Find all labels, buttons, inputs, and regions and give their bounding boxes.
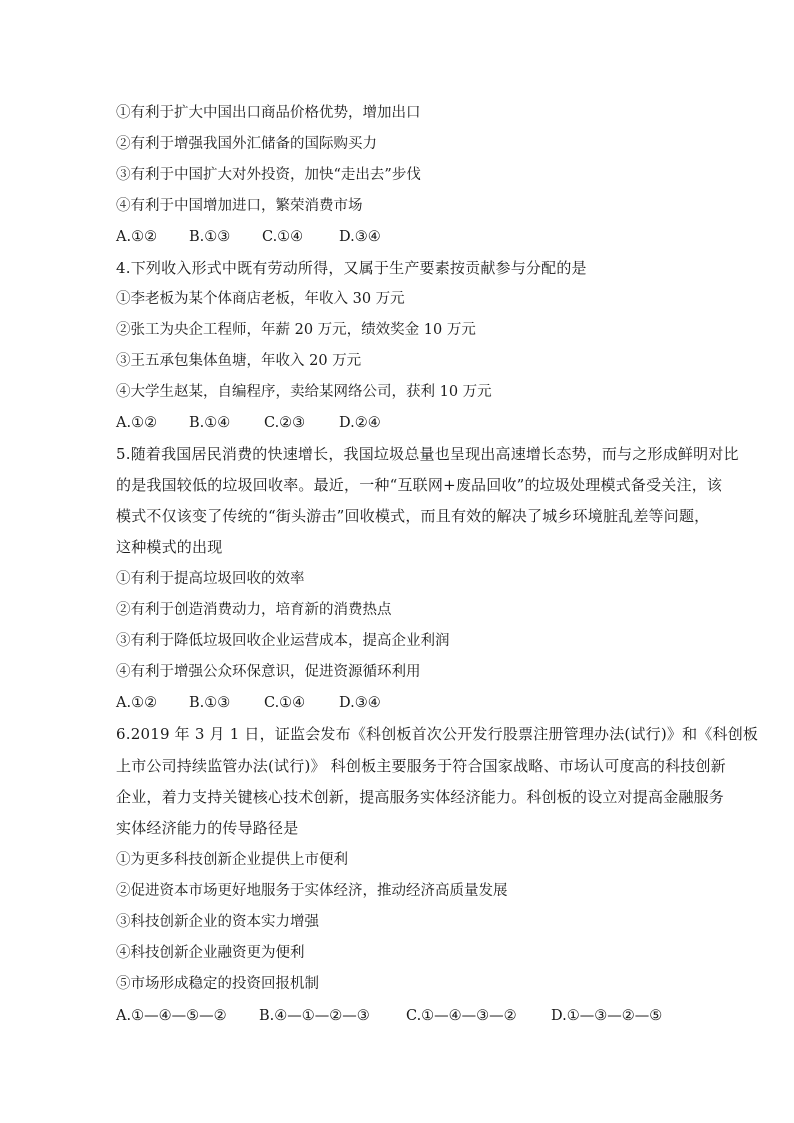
q6-statement-5: ⑤市场形成稳定的投资回报机制 [116,976,319,992]
q3-statement-2: ②有利于增强我国外汇储备的国际购买力 [116,136,377,152]
q3-options [116,227,381,247]
q6-options [116,1006,662,1026]
q4-stem: 4.下列收入形式中既有劳动所得，又属于生产要素按贡献参与分配的是 [116,259,587,277]
q5-stem-line-1: 5.随着我国居民消费的快速增长，我国垃圾总量也呈现出高速增长态势，而与之形成鲜明对比 [116,445,739,463]
q3-option-d[interactable]: D.③④ [339,229,381,245]
q6-statement-4: ④科技创新企业融资更为便利 [116,945,305,961]
q3-option-c[interactable]: C.①④ [262,229,304,245]
q5-stem-line-2: 的是我国较低的垃圾回收率。最近，一种“互联网+废品回收”的垃圾处理模式备受关注，该 [116,476,723,494]
q5-option-d[interactable]: D.③④ [339,695,381,711]
q5-option-b[interactable]: B.①③ [189,695,231,711]
q4-option-a[interactable]: A.①② [116,415,158,431]
q5-statement-1: ①有利于提高垃圾回收的效率 [116,571,305,587]
q3-option-b[interactable]: B.①③ [189,229,231,245]
q6-statement-2: ②促进资本市场更好地服务于实体经济，推动经济高质量发展 [116,883,508,899]
q4-statement-2: ②张工为央企工程师，年薪 20 万元，绩效奖金 10 万元 [116,322,476,338]
q6-stem-line-1: 6.2019 年 3 月 1 日，证监会发布《科创板首次公开发行股票注册管理办法(试行)》和《科创板 [116,725,759,743]
q5-statement-3: ③有利于降低垃圾回收企业运营成本，提高企业利润 [116,633,450,649]
q6-option-b[interactable]: B.④—①—②—③ [259,1008,370,1024]
q4-options [116,413,381,433]
q5-stem-line-4: 这种模式的出现 [116,538,223,556]
q4-option-b[interactable]: B.①④ [189,415,231,431]
q3-statement-4: ④有利于中国增加进口，繁荣消费市场 [116,198,363,214]
q3-statement-3: ③有利于中国扩大对外投资，加快“走出去”步伐 [116,167,421,183]
q6-option-a[interactable]: A.①—④—⑤—② [116,1008,227,1024]
q6-statement-1: ①为更多科技创新企业提供上市便利 [116,852,348,868]
q4-statement-1: ①李老板为某个体商店老板，年收入 30 万元 [116,291,405,307]
q4-statement-3: ③王五承包集体鱼塘，年收入 20 万元 [116,353,362,369]
q4-statement-4: ④大学生赵某，自编程序，卖给某网络公司，获利 10 万元 [116,384,492,400]
q6-stem-line-4: 实体经济能力的传导路径是 [116,819,299,837]
q5-option-c[interactable]: C.①④ [264,695,306,711]
q3-statement-1: ①有利于扩大中国出口商品价格优势，增加出口 [116,105,421,121]
q5-statement-2: ②有利于创造消费动力，培育新的消费热点 [116,602,392,618]
q4-option-c[interactable]: C.②③ [264,415,306,431]
q3-option-a[interactable]: A.①② [116,229,158,245]
q5-statement-4: ④有利于增强公众环保意识，促进资源循环利用 [116,664,421,680]
q6-option-d[interactable]: D.①—③—②—⑤ [551,1008,663,1024]
q6-stem-line-3: 企业，着力支持关键核心技术创新，提高服务实体经济能力。科创板的设立对提高金融服务 [116,788,725,806]
q5-options [116,693,381,713]
q5-stem-line-3: 模式不仅该变了传统的“街头游击”回收模式，而且有效的解决了城乡环境脏乱差等问题， [116,507,710,525]
q5-option-a[interactable]: A.①② [116,695,158,711]
q6-option-c[interactable]: C.①—④—③—② [406,1008,517,1024]
q4-option-d[interactable]: D.②④ [339,415,381,431]
q6-statement-3: ③科技创新企业的资本实力增强 [116,914,319,930]
q6-stem-line-2: 上市公司持续监管办法(试行)》 科创板主要服务于符合国家战略、市场认可度高的科技创新 [116,757,726,775]
